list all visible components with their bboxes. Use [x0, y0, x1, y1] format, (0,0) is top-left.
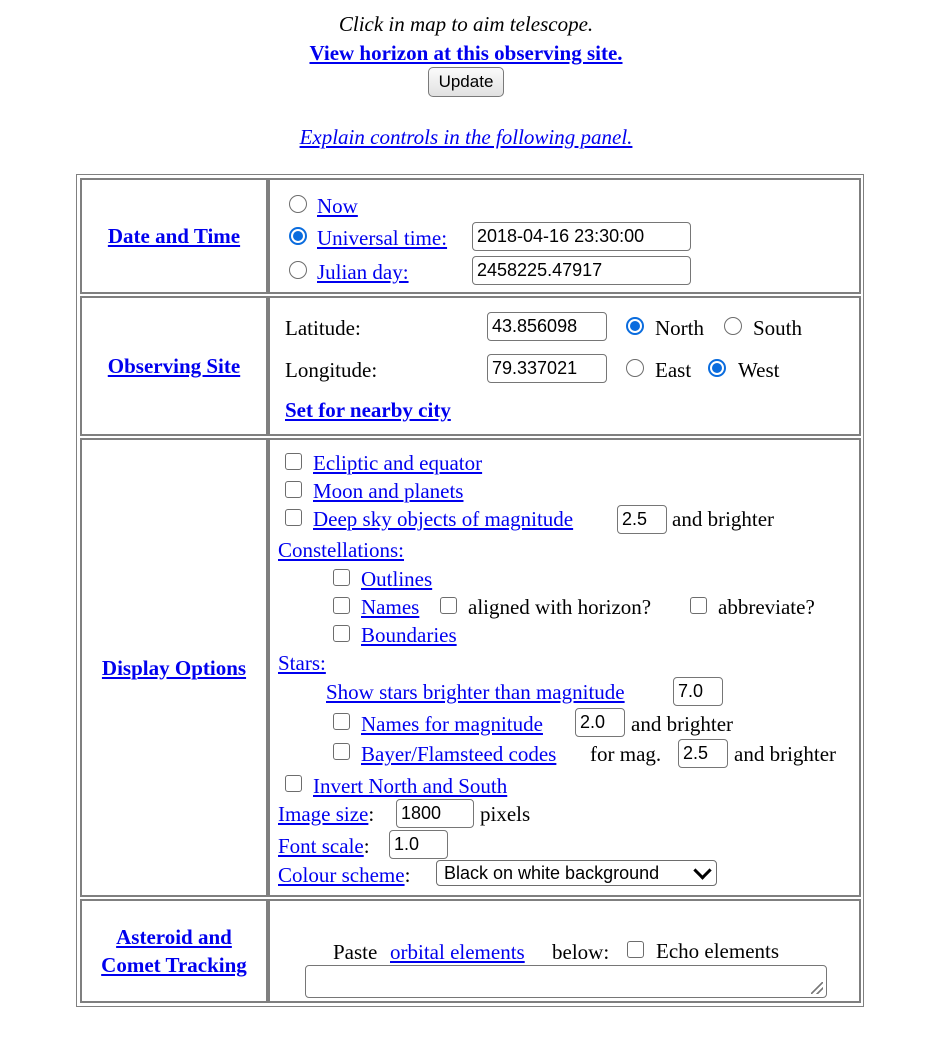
- invert-checkbox[interactable]: [285, 775, 302, 792]
- view-horizon-link[interactable]: View horizon at this observing site.: [309, 41, 623, 65]
- deep-sky-magnitude-input[interactable]: [617, 505, 667, 534]
- observing-site-label-cell: [80, 296, 268, 436]
- moon-planets-link[interactable]: Moon and planets: [313, 479, 464, 503]
- star-names-and-brighter: and brighter: [631, 712, 734, 736]
- west-label: West: [738, 358, 780, 382]
- universal-time-input[interactable]: [472, 222, 691, 251]
- boundaries-link[interactable]: Boundaries: [361, 623, 457, 647]
- star-names-magnitude-input[interactable]: [575, 708, 625, 737]
- below-label: below:: [552, 940, 610, 964]
- aligned-label: aligned with horizon?: [468, 595, 652, 619]
- orbital-elements-link[interactable]: orbital elements: [390, 940, 525, 964]
- julian-day-radio[interactable]: [289, 261, 307, 279]
- abbreviate-checkbox[interactable]: [690, 597, 707, 614]
- display-options-link[interactable]: Display Options: [101, 655, 247, 680]
- bayer-magnitude-input[interactable]: [678, 739, 728, 768]
- longitude-input[interactable]: [487, 354, 607, 383]
- east-radio[interactable]: [626, 359, 644, 377]
- universal-time-radio[interactable]: [289, 227, 307, 245]
- display-options-label-cell: [80, 438, 268, 897]
- observing-site-controls: [268, 296, 861, 436]
- chevron-down-icon: [693, 861, 711, 879]
- font-scale-input[interactable]: [389, 830, 448, 859]
- font-scale-row: [278, 833, 370, 859]
- date-time-link[interactable]: Date and Time: [107, 224, 241, 248]
- image-size-link[interactable]: Image size: [278, 802, 369, 826]
- display-options-controls: [268, 438, 861, 897]
- now-radio[interactable]: [289, 195, 307, 213]
- pixels-label: pixels: [480, 802, 531, 826]
- explain-controls-link[interactable]: Explain controls in the following panel.: [299, 125, 633, 149]
- date-time-controls: [268, 178, 861, 294]
- north-label: North: [655, 316, 704, 340]
- for-mag-label: for mag.: [590, 742, 662, 766]
- outlines-link[interactable]: Outlines: [361, 567, 433, 591]
- ecliptic-checkbox[interactable]: [285, 453, 302, 470]
- longitude-label: Longitude:: [285, 358, 378, 382]
- settings-table: [76, 174, 864, 1007]
- update-button[interactable]: Update: [428, 67, 505, 97]
- aligned-checkbox[interactable]: [440, 597, 457, 614]
- font-scale-link[interactable]: Font scale: [278, 834, 364, 858]
- outlines-checkbox[interactable]: [333, 569, 350, 586]
- ecliptic-link[interactable]: Ecliptic and equator: [313, 451, 483, 475]
- names-checkbox[interactable]: [333, 597, 350, 614]
- now-link[interactable]: Now: [317, 194, 358, 218]
- universal-time-link[interactable]: Universal time:: [317, 226, 448, 250]
- bayer-link[interactable]: Bayer/Flamsteed codes: [361, 742, 557, 766]
- bayer-checkbox[interactable]: [333, 743, 350, 760]
- star-magnitude-input[interactable]: [673, 677, 723, 706]
- show-stars-link[interactable]: Show stars brighter than magnitude: [326, 680, 625, 704]
- south-radio[interactable]: [724, 317, 742, 335]
- asteroid-label-line1: Asteroid and: [116, 925, 232, 949]
- east-label: East: [655, 358, 692, 382]
- invert-link[interactable]: Invert North and South: [313, 774, 508, 798]
- latitude-input[interactable]: [487, 312, 607, 341]
- boundaries-checkbox[interactable]: [333, 625, 350, 642]
- image-size-row: [278, 801, 374, 827]
- set-nearby-city-link[interactable]: Set for nearby city: [285, 398, 451, 422]
- latitude-label: Latitude:: [285, 316, 361, 340]
- colour-scheme-colon: :: [404, 863, 411, 887]
- resize-grip-icon[interactable]: [811, 982, 823, 994]
- colour-scheme-select[interactable]: [436, 860, 717, 886]
- asteroid-label-line2: Comet Tracking: [101, 953, 247, 977]
- north-radio[interactable]: [626, 317, 644, 335]
- bayer-and-brighter: and brighter: [734, 742, 837, 766]
- names-link[interactable]: Names: [361, 595, 420, 619]
- asteroid-label-cell: [80, 899, 268, 1003]
- south-label: South: [753, 316, 803, 340]
- deep-sky-checkbox[interactable]: [285, 509, 302, 526]
- colour-scheme-row: [278, 862, 410, 888]
- star-names-checkbox[interactable]: [333, 713, 350, 730]
- colour-scheme-link[interactable]: Colour scheme: [278, 863, 405, 887]
- orbital-elements-textarea[interactable]: [305, 965, 827, 998]
- aim-hint: Click in map to aim telescope.: [338, 12, 594, 36]
- west-radio[interactable]: [708, 359, 726, 377]
- paste-label: Paste: [333, 940, 378, 964]
- echo-elements-checkbox[interactable]: [627, 941, 644, 958]
- date-time-label-cell: [80, 178, 268, 294]
- echo-elements-label: Echo elements: [656, 939, 780, 963]
- julian-day-link[interactable]: Julian day:: [317, 260, 409, 284]
- deep-sky-and-brighter: and brighter: [672, 507, 775, 531]
- image-size-colon: :: [368, 802, 375, 826]
- star-names-link[interactable]: Names for magnitude: [361, 712, 543, 736]
- deep-sky-link[interactable]: Deep sky objects of magnitude: [313, 507, 574, 531]
- abbreviate-label: abbreviate?: [718, 595, 815, 619]
- moon-planets-checkbox[interactable]: [285, 481, 302, 498]
- image-size-input[interactable]: [396, 799, 474, 828]
- constellations-link[interactable]: Constellations:: [278, 538, 404, 562]
- julian-day-input[interactable]: [472, 256, 691, 285]
- observing-site-link[interactable]: Observing Site: [107, 354, 241, 378]
- asteroid-comet-link[interactable]: [101, 923, 247, 979]
- stars-link[interactable]: Stars:: [278, 651, 326, 675]
- colour-scheme-value: Black on white background: [444, 863, 660, 883]
- font-scale-colon: :: [363, 834, 370, 858]
- asteroid-controls: [268, 899, 861, 1003]
